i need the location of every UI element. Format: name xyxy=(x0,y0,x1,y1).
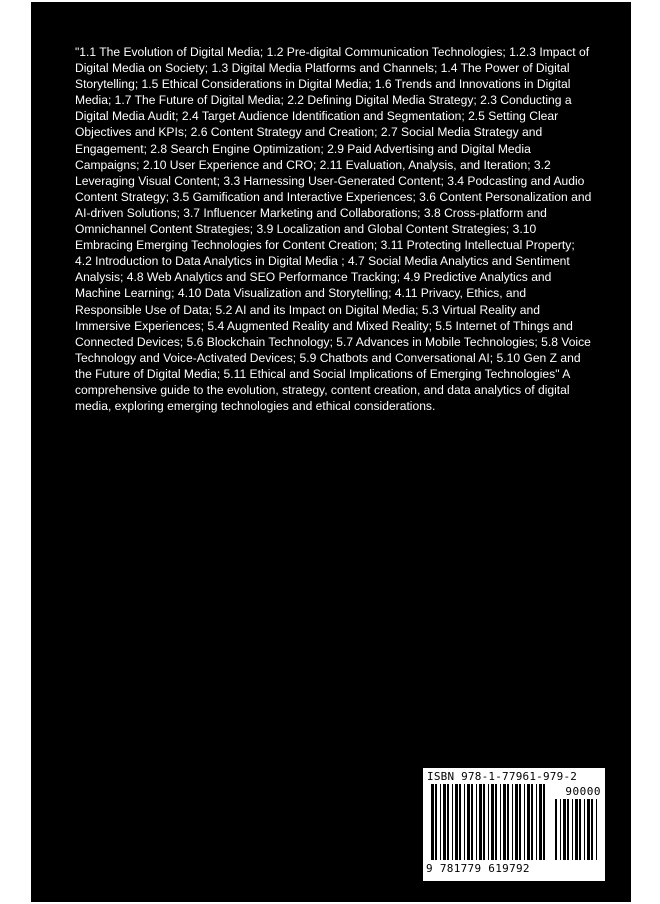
back-cover xyxy=(31,2,631,902)
barcode-bars xyxy=(431,784,549,860)
back-cover-blurb: "1.1 The Evolution of Digital Media; 1.2 Pre-digital Communication Technologies; 1.2.3 Impact of Digital Media on Society; 1.3 Digital Media Platforms and Channels; 1.4 The Power of Digital Storytelling; 1.5 Ethical Considerations in Digital Media; 1.6 Trends and Innovations in Digital Media; 1.7 The Future of Digital Media; 2.2 Defining Digital Media Strategy; 2.3 Conducting a Digital Media Audit; 2.4 Target Audience Identification and Segmentation; 2.5 Setting Clear Objectives and KPIs; 2.6 Content Strategy and Creation; 2.7 Social Media Strategy and Engagement; 2.8 Search Engine Optimization; 2.9 Paid Advertising and Digital Media Campaigns; 2.10 User Experience and CRO; 2.11 Evaluation, Analysis, and Iteration; 3.2 Leveraging Visual Content; 3.3 Harnessing User-Generated Content; 3.4 Podcasting and Audio Content Strategy; 3.5 Gamification and Interactive Experiences; 3.6 Content Personalization and AI-driven Solutions; 3.7 Influencer Marketing and Collaborations; 3.8 Cross-platform and Omnichannel Content Strategies; 3.9 Localization and Global Content Strategies; 3.10 Embracing Emerging Technologies for Content Creation; 3.11 Protecting Intellectual Property; 4.2 Introduction to Data Analytics in Digital Media ; 4.7 Social Media Analytics and Sentiment Analysis; 4.8 Web Analytics and SEO Performance Tracking; 4.9 Predictive Analytics and Machine Learning; 4.10 Data Visualization and Storytelling; 4.11 Privacy, Ethics, and Responsible Use of Data; 5.2 AI and its Impact on Digital Media; 5.3 Virtual Reality and Immersive Experiences; 5.4 Augmented Reality and Mixed Reality; 5.5 Internet of Things and Connected Devices; 5.6 Blockchain Technology; 5.7 Advances in Mobile Technologies; 5.8 Voice Technology and Voice-Activated Devices; 5.9 Chatbots and Conversational AI; 5.10 Gen Z and the Future of Digital Media; 5.11 Ethical and Social Implications of Emerging Technologies" A comprehensive guide to the evolution, strategy, content creation, and data analytics of digital media, exploring emerging technologies and ethical considerations. xyxy=(75,45,592,414)
barcode-digits: 9 781779 619792 xyxy=(426,862,530,875)
addon-barcode-bars xyxy=(555,799,599,860)
isbn-barcode xyxy=(423,768,605,881)
isbn-label: ISBN 978-1-77961-979-2 xyxy=(427,770,578,783)
price-code: 90000 xyxy=(565,785,601,798)
